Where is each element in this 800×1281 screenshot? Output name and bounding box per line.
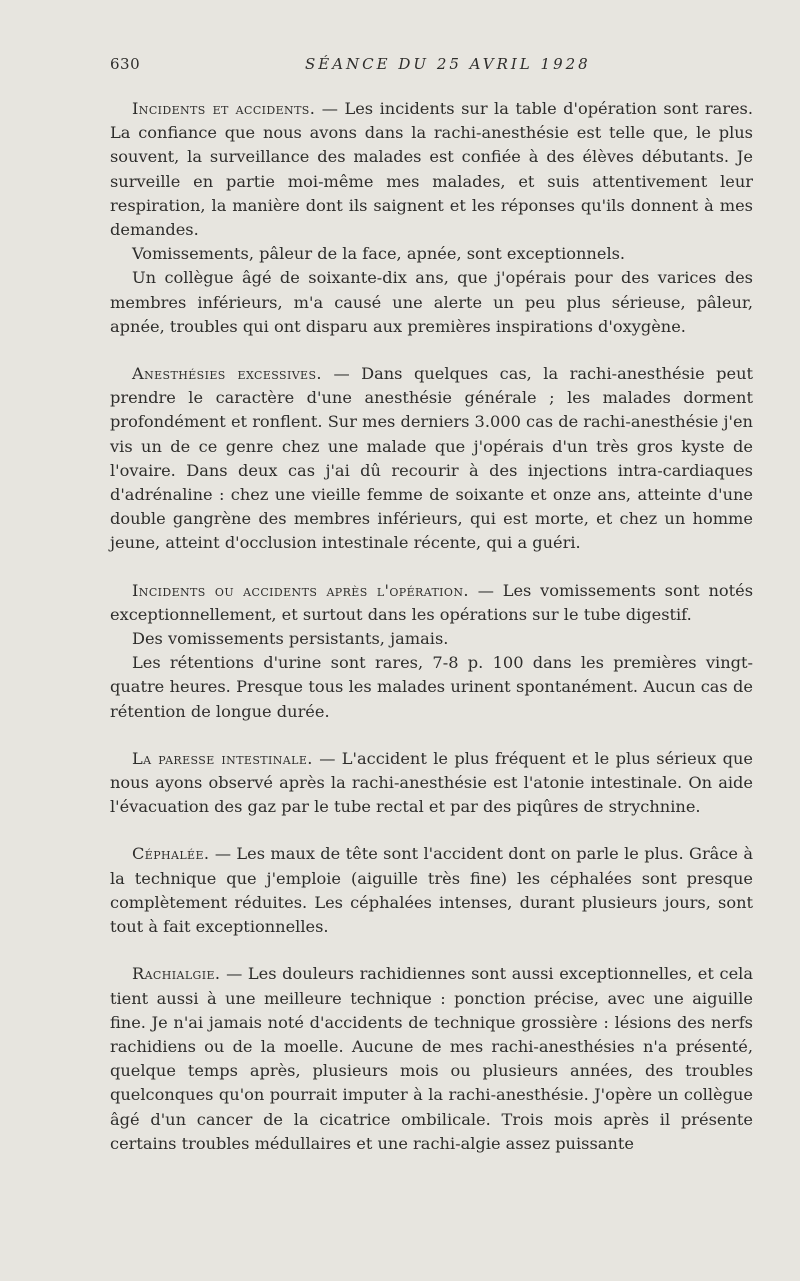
section-anesthesies-excessives	[110, 362, 753, 556]
paragraph	[110, 97, 753, 242]
paragraph	[110, 962, 753, 1156]
paragraph-text: — Les incidents sur la table d'opération sont rares. La confiance que nous avons dans la rachi-anesthésie est telle que, le plus souvent, la surveillance des malades est confiée à des élèves débutants. Je surveille en partie moi-même mes malades, et suis attentivement leur respiration, la manière dont ils saignent et les réponses qu'ils donnent à mes demandes.	[110, 99, 753, 240]
section-rachialgie	[110, 962, 753, 1156]
section-incidents-et-accidents	[110, 97, 753, 339]
paragraph: Un collègue âgé de soixante-dix ans, que j'opérais pour des varices des membres inférieurs, m'a causé une alerte un peu plus sérieuse, pâleur, apnée, troubles qui ont disparu aux premières inspirations d'oxygène.	[110, 268, 753, 336]
paragraph-text: — L'accident le plus fréquent et le plus sérieux que nous ayons observé après la rachi-anesthésie est l'atonie intestinale. On aide l'évacuation des gaz par le tube rectal et par des piqûres de strychnine.	[110, 748, 753, 817]
paragraph-text: — Les douleurs rachidiennes sont aussi exceptionnelles, et cela tient aussi à une meilleure technique : ponction précise, avec une aiguille fine. Je n'ai jamais noté d'accidents de technique grossière : lésions des nerfs rachidiens ou de la moelle. Aucune de mes rachi-anesthésies n'a présenté, quelque temps après, plusieurs mois ou plusieurs années, des troubles quelconques qu'on pourrait imputer à la rachi-anesthésie. J'opère un collègue âgé d'un cancer de la cicatrice ombilicale. Trois mois après il présente certains troubles médullaires et une rachi-algie assez puissante	[110, 964, 753, 1153]
page-number: 630	[110, 55, 141, 73]
section-heading: Céphalée.	[132, 844, 210, 864]
paragraph: Vomissements, pâleur de la face, apnée, sont exceptionnels.	[132, 244, 626, 264]
running-header	[110, 55, 753, 83]
running-title: SÉANCE DU 25 AVRIL 1928	[305, 55, 591, 73]
section-heading: La paresse intestinale.	[132, 748, 313, 768]
section-cephalee	[110, 842, 753, 939]
section-incidents-apres-operation	[110, 579, 753, 724]
paragraph-text: — Les vomissements sont notés exceptionnellement, et surtout dans les opérations sur le tube digestif.	[110, 580, 754, 624]
section-heading: Incidents ou accidents après l'opération.	[132, 580, 469, 600]
paragraph	[110, 842, 753, 939]
section-heading: Incidents et accidents.	[132, 99, 316, 118]
paragraph	[110, 579, 753, 627]
paragraph-text: — Dans quelques cas, la rachi-anesthésie peut prendre le caractère d'une anesthésie générale ; les malades dorment profondément et ronflent. Sur mes derniers 3.000 cas de rachi-anesthésie j'en vis un de ce genre chez une malade que j'opérais d'un très gros kyste de l'ovaire. Dans deux cas j'ai dû recourir à des injections intra-cardiaques d'adrénaline : chez une vieille femme de soixante et onze ans, atteinte d'une double gangrène des membres inférieurs, qui est morte, et chez un homme jeune, atteint d'occlusion intestinale récente, qui a guéri.	[110, 364, 754, 553]
paragraph-text: — Les maux de tête sont l'accident dont on parle le plus. Grâce à la technique que j'emploie (aiguille très fine) les céphalées sont presque complètement réduites. Les céphalées intenses, durant plusieurs jours, sont tout à fait exceptionnelles.	[110, 844, 753, 937]
paragraph	[110, 747, 753, 820]
paragraph	[110, 362, 753, 556]
paragraph: Les rétentions d'urine sont rares, 7-8 p. 100 dans les premières vingt-quatre heures. Presque tous les malades urinent spontanément. Aucun cas de rétention de longue durée.	[110, 653, 753, 721]
paragraph: Des vomissements persistants, jamais.	[132, 629, 449, 649]
section-paresse-intestinale	[110, 747, 753, 820]
section-heading: Rachialgie.	[132, 964, 221, 984]
section-heading: Anesthésies excessives.	[132, 364, 322, 384]
